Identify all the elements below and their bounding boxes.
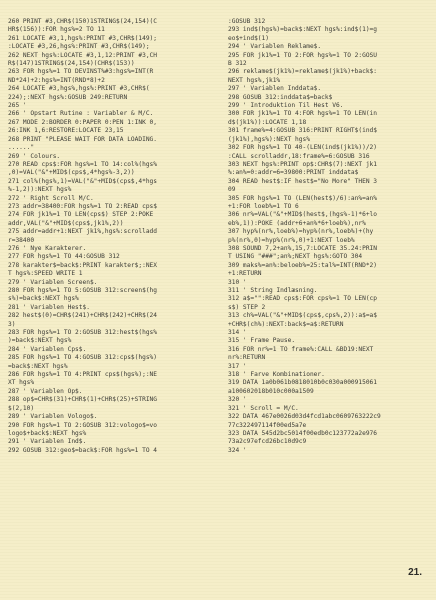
code-line: 267 MODE 2:BORDER 0:PAPER 0:PEN 1:INK 0, [8, 118, 158, 126]
code-line: 265 ' [8, 102, 27, 110]
code-line: $(2,10) [8, 404, 35, 412]
code-line: s$) STEP 2 [228, 303, 266, 311]
code-line: 289 ' Variablen Vologo$. [8, 413, 98, 421]
code-line: 26:INK 1,6:RESTORE:LOCATE 23,15 [8, 127, 124, 135]
code-line: 314 ' [228, 329, 247, 337]
code-line: 73a2c97efcd26bc10d9c9 [228, 438, 307, 446]
code-line: 276 ' Nye Karakterer. [8, 244, 87, 252]
code-line: 285 FOR hgs%=1 TO 4:GOSUB 312:cps$(hgs%) [8, 354, 158, 362]
code-line: HR$(156)):FOR hgs%=2 TO 11 [8, 26, 105, 34]
code-line: 296 reklame$(jk1%)=reklame$(jk1%)+back$: [228, 68, 378, 76]
code-line: +1:RETURN [228, 270, 262, 278]
code-line: B 312 [228, 60, 247, 68]
code-line: )=back$:NEXT hgs% [8, 337, 72, 345]
code-line: 273 addr=38400:FOR hgs%=1 TO 2:READ cps$ [8, 202, 158, 210]
code-line: 279 ' Variablen Screen$. [8, 278, 98, 286]
code-line: 319 DATA 1a0b061b0818010b0c030a000915061 [228, 379, 378, 387]
code-line: 317 ' [228, 362, 247, 370]
code-line: 266 ' Opstart Rutine : Variabler & M/C. [8, 110, 154, 118]
code-line: 293 ind$(hgs%)=back$:NEXT hgs%:ind$(1)=g [228, 26, 378, 34]
code-line: 313 ch%=VAL("&"+MID$(cps$,cps%,2)):a$=a$ [228, 312, 378, 320]
code-line: 300 FOR jk1%=1 TO 4:FOR hgs%=1 TO LEN(in [228, 110, 378, 118]
code-line: 283 FOR hgs%=1 TO 2:GOSUB 312:hest$(hgs% [8, 329, 158, 337]
code-line: 303 NEXT hgs%:PRINT op$:CHR$(7):NEXT jk1 [228, 160, 378, 168]
code-line: 304 READ hest$:IF hest$="No More" THEN 3 [228, 177, 378, 185]
code-line: NEXT hgs%,jk1% [228, 76, 281, 84]
code-line: 290 FOR hgs%=1 TO 2:GOSUB 312:vologo$=vo [8, 421, 158, 429]
code-line: 281 ' Variablen Hest$. [8, 303, 90, 311]
code-line: 292 GOSUB 312:geo$=back$:FOR hgs%=1 TO 4 [8, 446, 158, 454]
code-line: s%)=back$:NEXT hgs% [8, 295, 79, 303]
right-code-column [228, 18, 428, 455]
code-line: :LOCATE #3,26,hgs%:PRINT #3,CHR$(149); [8, 43, 150, 51]
code-line: 322 DATA 467e0026d03d4fcd1abc0609763222c9 [228, 413, 381, 421]
code-line: 302 FOR hgs%=1 TO 40-(LEN(ind$(jk1%))/2) [228, 144, 378, 152]
code-line: T USING "###";an%;NEXT hgs%:GOTO 304 [228, 253, 363, 261]
code-line: 275 addr=addr+1:NEXT jk1%,hgs%:scrolladd [8, 228, 158, 236]
code-line: 3) [8, 320, 16, 328]
code-line: 295 FOR jk1%=1 TO 2:FOR hgs%=1 TO 2:GOSU [228, 51, 378, 59]
code-line: 309 maks%=an%:beloeb%=25:tal%=INT(RND*2) [228, 261, 378, 269]
code-line: 277 FOR hgs%=1 TO 44:GOSUB 312 [8, 253, 120, 261]
code-line: 278 karakter$=back$:PRINT karakter$;:NEX [8, 261, 158, 269]
code-line: 307 hyp%(nr%,loeb%)=hyp%(nr%,loeb%)+(hy [228, 228, 374, 236]
code-line: 263 FOR hgs%=1 TO DEVINST%#3:hgs%=INT(R [8, 68, 154, 76]
code-line: :CALL scrolladdr,18:frame%=6:GOSUB 316 [228, 152, 370, 160]
code-line: XT hgs% [8, 379, 35, 387]
code-line: addr,VAL("&"+MID$(cps$,jk1%,2)) [8, 219, 124, 227]
code-line: eo$+ind$(1) [228, 34, 269, 42]
code-line: 324 ' [228, 446, 247, 454]
code-line: 77c322497114f00ed5a7e [228, 421, 307, 429]
code-line: 269 ' Colours. [8, 152, 61, 160]
code-line: ,0)=VAL("&"+MID$(cps$,4*hgs%-3,2)) [8, 169, 135, 177]
code-line: nr%:RETURN [228, 354, 266, 362]
code-line: 262 NEXT hgs%:LOCATE #3,1,12:PRINT #3,CH [8, 51, 158, 59]
left-code-column [8, 18, 214, 455]
code-line: 299 ' Introduktion Til Hest V6. [228, 102, 344, 110]
code-line: d$(jk1%)):LOCATE 1,18 [228, 118, 307, 126]
code-line: 274 FOR jk1%=1 TO LEN(cps$) STEP 2:POKE [8, 211, 154, 219]
code-line: 284 ' Variablen Cps$. [8, 345, 87, 353]
code-line: 288 op$=CHR$(31)+CHR$(1)+CHR$(25)+STRING [8, 396, 158, 404]
code-line: %-1,2)):NEXT hgs% [8, 186, 72, 194]
code-line: 280 FOR hgs%=1 TO 5:GOSUB 312:screen$(hg [8, 287, 158, 294]
code-line: (jk1%),hgs%):NEXT hgs% [228, 135, 310, 143]
code-line: +1:FOR loeb%=1 TO 6 [228, 202, 299, 210]
code-line: eb%,1)):POKE (addr+6+an%*6+loeb%),nr% [228, 219, 366, 227]
code-line: 321 ' Scroll = M/C. [228, 404, 299, 412]
code-line: ......" [8, 144, 35, 152]
code-line: 291 ' Variablen Ind$. [8, 438, 87, 446]
code-line: 268 PRINT "PLEASE WAIT FOR DATA LOADING. [8, 135, 158, 143]
code-line: 305 FOR hgs%=1 TO (LEN(hest$)/6):an%=an% [228, 194, 378, 202]
code-line: 310 ' [228, 278, 247, 286]
code-line: 297 ' Variablen Inddata$. [228, 85, 322, 93]
code-line: 287 ' Variablen Op$. [8, 387, 83, 395]
code-line: ND*24)+2:hgs%=INT(RND*8)+2 [8, 76, 105, 84]
code-line: =back$:NEXT hgs% [8, 362, 68, 370]
code-line: +CHR$(ch%):NEXT:back$=a$:RETURN [228, 320, 344, 328]
page-number: 21. [408, 567, 422, 578]
code-line: 308 SOUND 7,2+an%,15,7:LOCATE 35.24:PRIN [228, 244, 378, 252]
code-line: 282 hest$(0)=CHR$(241)+CHR$(242)+CHR$(24 [8, 312, 158, 320]
code-line: 311 ' String Indlæsning. [228, 287, 318, 294]
code-line: 272 ' Right Scroll M/C. [8, 194, 94, 202]
code-line: a100602018b010c000a1509 [228, 387, 314, 395]
code-line: 320 ' [228, 396, 247, 404]
code-line: 271 col%(hgs%,1)=VAL("&"+MID$(cps$,4*hgs [8, 177, 158, 185]
code-line: 264 LOCATE #3,hgs%,hgs%:PRINT #3,CHR$( [8, 85, 150, 93]
code-line: 316 FOR nr%=1 TO frame%:CALL &BD19:NEXT [228, 345, 374, 353]
code-line: p%(nr%,0)=hyp%(nr%,0)+1:NEXT loeb% [228, 236, 355, 244]
code-line: %:an%=0:addr=6=39800:PRINT inddata$ [228, 169, 359, 177]
code-line: 286 FOR hgs%=1 TO 4:PRINT cps$(hgs%);:NE [8, 371, 158, 379]
code-line: logo$+back$:NEXT hgs% [8, 429, 87, 437]
code-line: 318 ' Farve Kombinationer. [228, 371, 325, 379]
code-line: 323 DATA 545d2bc5014f00edb0c123772a2e976 [228, 429, 378, 437]
code-line: 260 PRINT #3,CHR$(150)1STRING$(24,154)(C [8, 18, 158, 25]
code-line: 261 LOCATE #3,1,hgs%:PRINT #3,CHR$(149); [8, 34, 158, 42]
code-line: 270 READ cps$:FOR hgs%=1 TO 14:col%(hgs% [8, 160, 158, 168]
code-line: :GOSUB 312 [228, 18, 266, 25]
code-line: 301 frame%=4:GOSUB 316:PRINT RIGHT$(ind$ [228, 127, 378, 135]
code-line: 294 ' Variablen Reklame$. [228, 43, 322, 51]
code-line: 315 ' Frame Pause. [228, 337, 296, 345]
code-line: T hgs%:SPEED WRITE 1 [8, 270, 83, 278]
code-line: 312 a$="":READ cps$:FOR cps%=1 TO LEN(cp [228, 295, 378, 303]
code-line: 224);:NEXT hgs%:GOSUB 249:RETURN [8, 93, 128, 101]
code-line: R$(147)1STRING$(24,154)(CHR$(153)) [8, 60, 135, 68]
code-line: 09 [228, 186, 236, 194]
code-line: 298 GOSUB 312:inddata$=back$ [228, 93, 333, 101]
code-line: 306 nr%=VAL("&"+MID$(hest$,(hgs%-1)*6+lo [228, 211, 378, 219]
code-line: r=38400 [8, 236, 35, 244]
